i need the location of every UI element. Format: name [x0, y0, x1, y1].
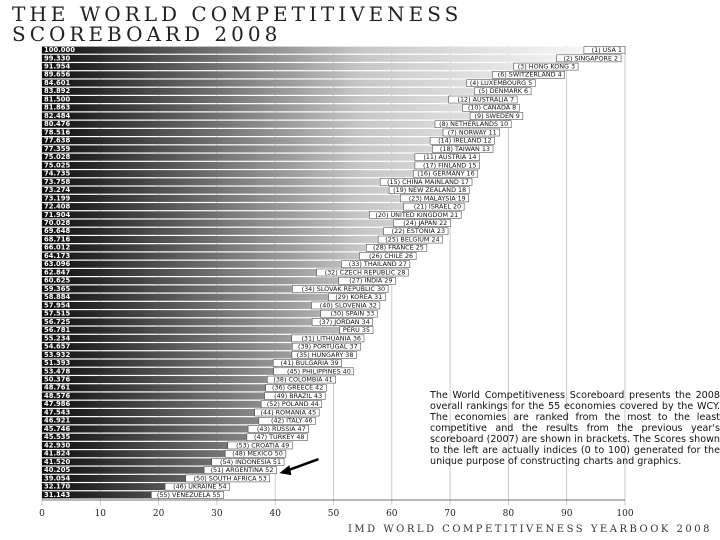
- score-label: 56.781: [44, 326, 71, 335]
- country-label: (25) BELGIUM 24: [385, 235, 440, 244]
- score-label: 84.601: [44, 78, 71, 87]
- score-label: 74.735: [44, 169, 71, 178]
- explanatory-note: The World Competitiveness Scoreboard presents the 2008 overall rankings for the 55 economies covered by the WCY. The economies are ranked from the most to the least competitive and the results from the previous year's scoreboard (2007) are shown in brackets. The Scores shown to the left are actually indices (0 to 100) generated for the unique purpose of constructing charts and graphics.: [430, 390, 720, 467]
- country-label: (50) SOUTH AFRICA 53: [193, 474, 267, 483]
- country-label: (53) CROATIA 49: [236, 441, 290, 450]
- score-label: 66.012: [44, 243, 71, 252]
- score-label: 89.656: [44, 70, 71, 79]
- bar: [42, 71, 565, 78]
- score-label: 75.025: [44, 161, 71, 170]
- country-label: (34) SLOVAK REPUBLIC 30: [301, 284, 386, 293]
- country-label: (6) SWITZERLAND 4: [497, 70, 562, 79]
- country-label: (44) ROMANIA 45: [260, 408, 317, 417]
- x-tick-label: 30: [211, 509, 223, 519]
- score-label: 48.576: [44, 391, 71, 400]
- score-label: 41.824: [44, 449, 71, 458]
- x-tick-label: 60: [386, 509, 398, 519]
- score-label: 51.393: [44, 359, 71, 368]
- country-label: (27) INDIA 29: [349, 276, 393, 285]
- footer-source: IMD WORLD COMPETITIVENESS YEARBOOK 2008: [347, 524, 712, 535]
- score-label: 31.143: [44, 490, 71, 499]
- score-label: 58.884: [44, 293, 71, 302]
- country-label: (19) NEW ZEALAND 18: [393, 186, 467, 195]
- chart-title-line1: THE WORLD COMPETITIVENESS: [12, 2, 463, 26]
- score-label: 40.205: [44, 466, 71, 475]
- country-label: (18) TAIWAN 13: [439, 144, 491, 153]
- score-label: 57.515: [44, 309, 71, 318]
- country-label: (12) AUSTRALIA 7: [457, 95, 515, 104]
- score-label: 55.234: [44, 334, 71, 343]
- country-label: (2) SINGAPORE 2: [563, 54, 619, 63]
- country-label: (52) POLAND 44: [266, 400, 319, 409]
- score-label: 39.054: [44, 474, 71, 483]
- bar: [42, 63, 578, 70]
- score-label: 53.478: [44, 367, 71, 376]
- country-label: (45) PHILIPPINES 40: [286, 367, 351, 376]
- country-label: (24) JAPAN 22: [403, 219, 448, 227]
- bar: [42, 170, 478, 177]
- score-label: 57.954: [44, 301, 71, 310]
- score-label: 63.096: [44, 260, 71, 269]
- score-label: 75.028: [44, 153, 71, 162]
- score-label: 99.330: [44, 54, 71, 63]
- score-label: 77.359: [44, 144, 71, 153]
- score-label: 47.986: [44, 400, 71, 409]
- score-label: 32.170: [44, 482, 71, 491]
- bar: [42, 137, 495, 144]
- score-label: 45.535: [44, 433, 71, 442]
- x-tick-label: 50: [327, 509, 340, 519]
- country-label: (9) SWEDEN 9: [474, 111, 520, 120]
- bar: [42, 104, 519, 111]
- country-label: (17) FINLAND 15: [422, 161, 477, 170]
- country-label: (7) NORWAY 11: [447, 128, 497, 137]
- score-label: 100.000: [44, 46, 75, 55]
- score-label: 64.173: [44, 251, 71, 260]
- bar: [42, 129, 500, 136]
- bar: [42, 96, 517, 103]
- country-label: (3) HONG KONG 3: [517, 62, 576, 71]
- country-label: (33) THAILAND 27: [348, 260, 407, 269]
- country-label: (26) CHILE 26: [369, 251, 414, 260]
- country-label: (11) AUSTRIA 14: [423, 153, 477, 162]
- country-label: (37) JORDAN 34: [319, 317, 370, 326]
- score-label: 56.725: [44, 317, 71, 326]
- score-label: 91.954: [44, 62, 71, 71]
- score-label: 53.932: [44, 350, 71, 359]
- x-tick-label: 70: [444, 509, 456, 519]
- country-label: PERU 35: [342, 326, 371, 335]
- score-label: 73.274: [44, 186, 71, 195]
- score-label: 82.484: [44, 111, 71, 120]
- score-label: 73.758: [44, 177, 71, 186]
- country-label: (40) SLOVENIA 32: [319, 301, 377, 310]
- score-label: 72.408: [44, 202, 71, 211]
- country-label: (28) FRANCE 25: [373, 243, 424, 252]
- x-tick-label: 80: [502, 509, 515, 519]
- bar: [42, 203, 464, 210]
- country-label: (15) CHINA MAINLAND 17: [387, 177, 470, 186]
- chart-title-line2: SCOREBOARD 2008: [12, 22, 282, 46]
- country-label: (8) NETHERLANDS 10: [439, 120, 509, 129]
- score-label: 73.199: [44, 194, 71, 203]
- country-label: (16) GERMANY 16: [417, 169, 475, 178]
- score-label: 81.863: [44, 103, 71, 112]
- country-label: (49) BRAZIL 43: [274, 391, 323, 400]
- score-label: 77.638: [44, 136, 71, 145]
- x-tick-label: 20: [152, 509, 165, 519]
- country-label: (23) MALAYSIA 19: [408, 194, 466, 203]
- score-label: 41.520: [44, 457, 71, 466]
- score-label: 62.847: [44, 268, 71, 277]
- score-label: 83.892: [44, 87, 71, 96]
- x-tick-label: 100: [616, 509, 634, 519]
- country-label: (48) MEXICO 50: [232, 449, 283, 458]
- country-label: (47) TURKEY 48: [254, 433, 305, 442]
- country-label: (10) CANADA 8: [467, 103, 517, 112]
- country-label: (54) INDONESIA 51: [219, 457, 282, 466]
- score-label: 59.365: [44, 284, 71, 293]
- score-label: 68.716: [44, 235, 71, 244]
- bar: [42, 88, 531, 95]
- x-tick-label: 90: [560, 509, 573, 519]
- country-label: (39) PORTUGAL 37: [298, 342, 358, 351]
- score-label: 45.746: [44, 424, 71, 433]
- bar: [42, 55, 621, 62]
- score-label: 46.921: [44, 416, 71, 425]
- score-label: 60.625: [44, 276, 71, 285]
- country-label: (1) USA 1: [591, 46, 622, 55]
- score-label: 80.476: [44, 120, 71, 129]
- bar: [42, 112, 523, 119]
- country-label: (42) ITALY 46: [270, 416, 313, 425]
- country-label: (31) LITHUANIA 36: [301, 334, 362, 343]
- country-label: (38) COLOMBIA 41: [273, 375, 333, 384]
- bar: [42, 220, 450, 227]
- bar: [42, 47, 625, 54]
- score-label: 69.648: [44, 227, 71, 236]
- country-label: (41) BULGARIA 39: [280, 359, 339, 368]
- country-label: (29) KOREA 31: [335, 293, 383, 302]
- country-label: (35) HUNGARY 38: [296, 350, 354, 359]
- score-label: 54.657: [44, 342, 71, 351]
- country-label: (46) UKRAINE 54: [173, 482, 227, 491]
- country-label: (43) RUSSIA 47: [256, 424, 306, 433]
- highlight-arrow: [285, 459, 318, 471]
- country-label: (36) GREECE 42: [271, 383, 324, 392]
- score-label: 42.930: [44, 441, 71, 450]
- bar: [42, 154, 479, 161]
- score-label: 70.028: [44, 219, 71, 227]
- country-label: (22) ESTONIA 23: [391, 227, 446, 236]
- score-label: 47.543: [44, 408, 71, 417]
- country-label: (55) VENEZUELA 55: [156, 490, 221, 499]
- country-label: (32) CZECH REPUBLIC 28: [324, 268, 406, 277]
- score-label: 81.500: [44, 95, 71, 104]
- country-label: (4) LUXEMBOURG 5: [469, 78, 533, 87]
- score-label: 78.516: [44, 128, 71, 137]
- bar: [42, 327, 373, 334]
- arrow-head: [279, 465, 291, 475]
- country-label: (20) UNITED KINGDOM 21: [375, 210, 459, 219]
- score-label: 48.761: [44, 383, 71, 392]
- score-label: 50.376: [44, 375, 71, 384]
- bar: [42, 80, 535, 87]
- x-tick-label: 10: [94, 509, 107, 519]
- country-label: (30) SPAIN 33: [330, 309, 375, 318]
- country-label: (21) ISRAEL 20: [413, 202, 462, 211]
- bar: [42, 162, 479, 169]
- country-label: (5) DENMARK 6: [478, 87, 529, 96]
- score-label: 71.904: [44, 210, 71, 219]
- bar: [42, 145, 493, 152]
- x-tick-label: 0: [39, 509, 45, 519]
- x-tick-label: 40: [269, 509, 281, 519]
- country-label: (14) IRELAND 12: [438, 136, 492, 145]
- country-label: (51) ARGENTINA 52: [210, 466, 274, 475]
